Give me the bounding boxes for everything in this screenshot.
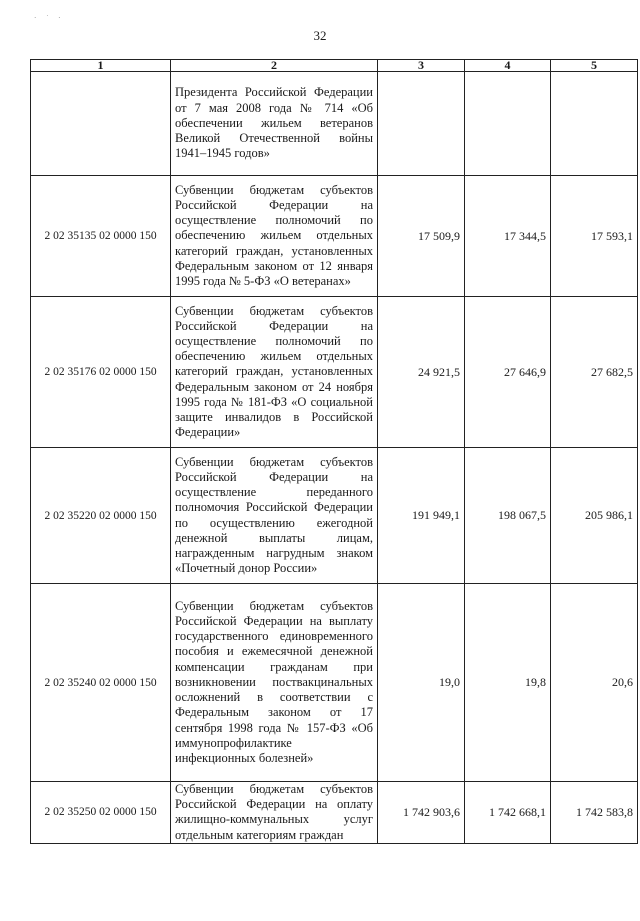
row-code: 2 02 35220 02 0000 150 — [31, 448, 171, 584]
table-row — [31, 72, 638, 176]
row-code: 2 02 35240 02 0000 150 — [31, 584, 171, 782]
row-description: Президента Российской Федерации от 7 мая 2008 года № 714 «Об обеспечении жильем ветеранов Великой Отечественной войны 1941–1945 годов» — [171, 72, 378, 176]
column-header-year-1: 3 — [378, 60, 465, 72]
table-row — [31, 584, 638, 782]
row-value-year-2: 19,8 — [465, 584, 551, 782]
row-value-year-3: 205 986,1 — [551, 448, 638, 584]
budget-table — [30, 59, 638, 844]
row-description: Субвенции бюджетам субъектов Российской Федерации на осуществление переданного полномочия Российской Федерации по осуществлению ежегодной денежной выплаты лицам, награжденным нагрудным знаком «Почетный донор России» — [171, 448, 378, 584]
row-value-year-2 — [465, 72, 551, 176]
row-value-year-3: 20,6 — [551, 584, 638, 782]
row-value-year-1: 24 921,5 — [378, 297, 465, 448]
row-code: 2 02 35250 02 0000 150 — [31, 782, 171, 844]
row-value-year-3: 27 682,5 — [551, 297, 638, 448]
scan-speck-marks: · ˙ · — [34, 14, 65, 22]
row-value-year-2: 1 742 668,1 — [465, 782, 551, 844]
table-row — [31, 782, 638, 844]
row-code: 2 02 35135 02 0000 150 — [31, 176, 171, 297]
column-header-code: 1 — [31, 60, 171, 72]
page-number: 32 — [313, 28, 327, 43]
column-header-description: 2 — [171, 60, 378, 72]
row-value-year-1: 1 742 903,6 — [378, 782, 465, 844]
row-code: 2 02 35176 02 0000 150 — [31, 297, 171, 448]
row-description: Субвенции бюджетам субъектов Российской Федерации на выплату государственного единовременного пособия и ежемесячной денежной компенсации гражданам при возникновении поствакцинальных осложнений в соответствии с Федеральным законом от 17 сентября 1998 года № 157-ФЗ «Об иммунопрофилактике инфекционных болезней» — [171, 584, 378, 782]
row-description: Субвенции бюджетам субъектов Российской Федерации на оплату жилищно-коммунальных услуг отдельным категориям граждан — [171, 782, 378, 844]
row-description: Субвенции бюджетам субъектов Российской Федерации на осуществление полномочий по обеспечению жильем отдельных категорий граждан, установленных Федеральным законом от 24 ноября 1995 года № 181-ФЗ «О социальной защите инвалидов в Российской Федерации» — [171, 297, 378, 448]
row-value-year-1 — [378, 72, 465, 176]
row-description: Субвенции бюджетам субъектов Российской Федерации на осуществление полномочий по обеспечению жильем отдельных категорий граждан, установленных Федеральным законом от 12 января 1995 года № 5-ФЗ «О ветеранах» — [171, 176, 378, 297]
row-value-year-1: 191 949,1 — [378, 448, 465, 584]
row-value-year-1: 19,0 — [378, 584, 465, 782]
row-value-year-2: 27 646,9 — [465, 297, 551, 448]
column-header-year-3: 5 — [551, 60, 638, 72]
row-value-year-2: 17 344,5 — [465, 176, 551, 297]
row-value-year-2: 198 067,5 — [465, 448, 551, 584]
row-value-year-1: 17 509,9 — [378, 176, 465, 297]
row-value-year-3 — [551, 72, 638, 176]
header-row — [31, 60, 638, 72]
column-header-year-2: 4 — [465, 60, 551, 72]
table-row — [31, 297, 638, 448]
row-value-year-3: 17 593,1 — [551, 176, 638, 297]
table-row — [31, 448, 638, 584]
row-code — [31, 72, 171, 176]
table-row — [31, 176, 638, 297]
row-value-year-3: 1 742 583,8 — [551, 782, 638, 844]
